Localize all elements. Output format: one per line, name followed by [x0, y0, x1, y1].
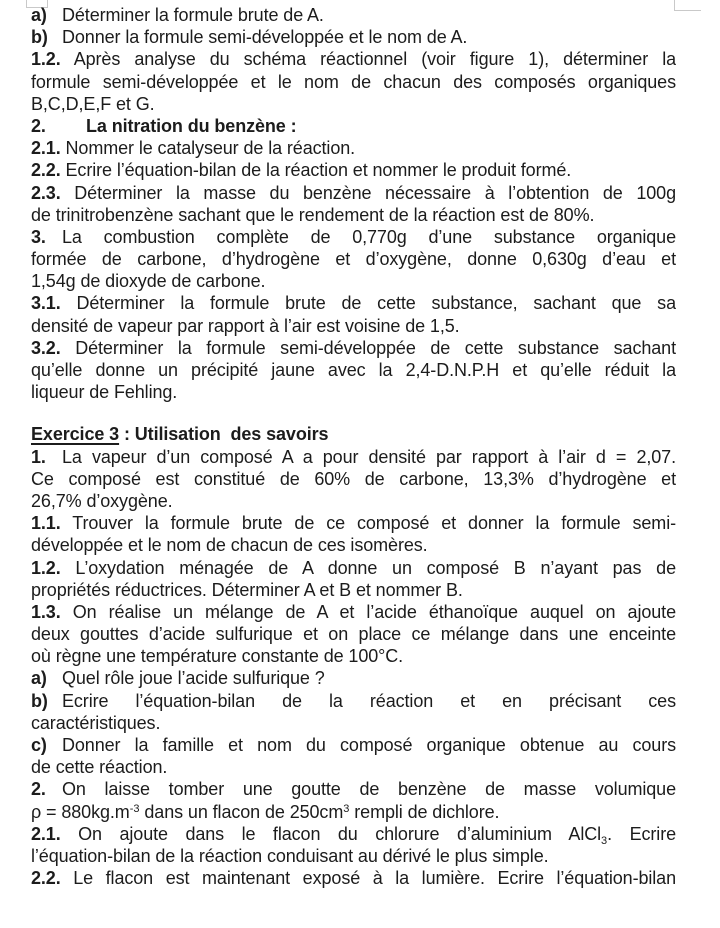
text-line: [31, 601, 676, 623]
list-marker: 1.: [31, 446, 46, 467]
text-line: [31, 423, 676, 445]
text-line: [31, 778, 676, 800]
text-line: [31, 292, 676, 314]
text-line: [31, 248, 676, 270]
text-run: où règne une température constante de 100°C.: [31, 646, 404, 667]
text-line: [31, 48, 676, 70]
text-run: 2.1.: [31, 138, 61, 159]
cropped-ui-fragment-right: [674, 0, 701, 11]
text-run: Ecrire l’équation-bilan de la réaction et en précisant ces: [62, 690, 676, 711]
text-line: [31, 512, 676, 534]
list-marker: 3.: [31, 226, 46, 247]
text-run: Après analyse du schéma réactionnel (voir figure 1), déterminer la: [60, 49, 676, 70]
text-line: [31, 823, 676, 845]
superscript-text: -3: [129, 802, 140, 815]
list-marker: b): [31, 690, 48, 711]
text-run: 2.1.: [31, 823, 61, 844]
text-run: l’équation-bilan de la réaction conduisant au dérivé le plus simple.: [31, 845, 549, 866]
text-run: 2.3.: [31, 182, 61, 203]
text-line: [31, 446, 676, 468]
list-marker: a): [31, 5, 47, 25]
text-run: qu’elle donne un précipité jaune avec la 2,4-D.N.P.H et qu’elle réduit la: [31, 360, 676, 380]
text-run: Exercice 3: [31, 424, 120, 445]
text-run: 1.3.: [31, 601, 61, 622]
text-line: [31, 71, 676, 93]
text-run: Déterminer la formule brute de A.: [62, 5, 324, 25]
text-run: liqueur de Fehling.: [31, 382, 178, 403]
text-line: [31, 315, 676, 337]
text-run: deux gouttes d’acide sulfurique et on place ce mélange dans une enceinte: [31, 624, 676, 645]
text-run: formule semi-développée et le nom de chacun des composés organiques: [31, 71, 676, 92]
text-run: 1.1.: [31, 513, 61, 534]
superscript-text: 3: [343, 802, 350, 815]
subscript-text: 3: [601, 834, 608, 845]
text-run: Déterminer la masse du benzène nécessaire à l’obtention de 100g: [60, 182, 676, 203]
text-run: 1,54g de dioxyde de carbone.: [31, 271, 266, 292]
text-run: 1.2.: [31, 49, 61, 70]
text-run: formée de carbone, d’hydrogène et d’oxygène, donne 0,630g d’eau et: [31, 249, 676, 270]
text-line: [31, 359, 676, 381]
text-run: On laisse tomber une goutte de benzène de masse volumique: [62, 779, 676, 800]
text-line: [31, 801, 676, 823]
text-run: B,C,D,E,F et G.: [31, 93, 155, 114]
blank-line: [31, 403, 676, 423]
text-run: 3.1.: [31, 293, 61, 314]
text-run: 2.2.: [31, 160, 61, 181]
text-line: [31, 667, 676, 689]
text-run: Nommer le catalyseur de la réaction.: [60, 138, 356, 159]
document-text: [31, 4, 676, 889]
text-line: [31, 26, 676, 48]
text-run: densité de vapeur par rapport à l’air est voisine de 1,5.: [31, 315, 460, 336]
text-run: de trinitrobenzène sachant que le rendement de la réaction est de 80%.: [31, 204, 595, 225]
text-run: propriétés réductrices. Déterminer A et B et nommer B.: [31, 579, 463, 600]
text-line: [31, 645, 676, 667]
text-line: [31, 690, 676, 712]
text-line: [31, 137, 676, 159]
text-run: rempli de dichlore.: [349, 801, 500, 822]
text-line: [31, 579, 676, 601]
text-run: dans un flacon de 250cm: [139, 801, 344, 822]
text-run: Quel rôle joue l’acide sulfurique ?: [62, 668, 325, 689]
text-run: ρ = 880kg.m: [31, 801, 130, 822]
text-run: : Utilisation des savoirs: [119, 424, 329, 445]
text-run: On réalise un mélange de A et l’acide éthanoïque auquel on ajoute: [60, 601, 676, 622]
text-line: [31, 557, 676, 579]
text-line: [31, 712, 676, 734]
text-line: [31, 867, 676, 889]
text-line: [31, 159, 676, 181]
list-marker: c): [31, 735, 47, 755]
text-run: . Ecrire: [607, 823, 676, 844]
text-line: [31, 270, 676, 292]
text-run: Trouver la formule brute de ce composé et donner la formule semi-: [60, 513, 676, 534]
text-run: Déterminer la formule semi-développée de cette substance sachant: [60, 337, 676, 358]
text-run: de cette réaction.: [31, 757, 168, 778]
list-marker: a): [31, 668, 47, 689]
text-run: Donner la formule semi-développée et le nom de A.: [62, 27, 468, 48]
text-line: [31, 490, 676, 512]
text-line: [31, 115, 676, 137]
text-run: La combustion complète de 0,770g d’une substance organique: [62, 226, 676, 247]
text-run: La nitration du benzène: [86, 115, 286, 136]
text-line: [31, 734, 676, 756]
list-marker: b): [31, 27, 48, 48]
text-run: Le flacon est maintenant exposé à la lumière. Ecrire l’équation-bilan: [60, 868, 676, 889]
text-line: [31, 226, 676, 248]
text-line: [31, 4, 676, 26]
text-line: [31, 845, 676, 867]
text-line: [31, 381, 676, 403]
text-run: 26,7% d’oxygène.: [31, 490, 173, 511]
text-line: [31, 756, 676, 778]
text-line: [31, 204, 676, 226]
text-run: Ecrire l’équation-bilan de la réaction et nommer le produit formé.: [60, 160, 572, 181]
text-run: 3.2.: [31, 337, 61, 358]
list-marker: 2.: [31, 779, 46, 800]
text-run: 1.2.: [31, 557, 61, 578]
text-line: [31, 182, 676, 204]
list-marker: 2.: [31, 115, 46, 136]
text-run: Ce composé est constitué de 60% de carbone, 13,3% d’hydrogène et: [31, 468, 676, 489]
text-run: La vapeur d’un composé A a pour densité par rapport à l’air d = 2,07.: [62, 446, 676, 467]
text-run: L’oxydation ménagée de A donne un composé B n’ayant pas de: [60, 557, 676, 578]
text-run: :: [285, 115, 297, 136]
text-line: [31, 93, 676, 115]
text-run: 2.2.: [31, 868, 61, 889]
text-line: [31, 468, 676, 490]
text-run: Donner la famille et nom du composé organique obtenue au cours: [62, 735, 676, 755]
text-run: Déterminer la formule brute de cette substance, sachant que sa: [60, 293, 676, 314]
text-line: [31, 337, 676, 359]
text-run: On ajoute dans le flacon du chlorure d’aluminium AlCl: [60, 823, 602, 844]
text-line: [31, 623, 676, 645]
text-line: [31, 534, 676, 556]
text-run: caractéristiques.: [31, 712, 161, 733]
text-run: développée et le nom de chacun de ces isomères.: [31, 535, 428, 556]
